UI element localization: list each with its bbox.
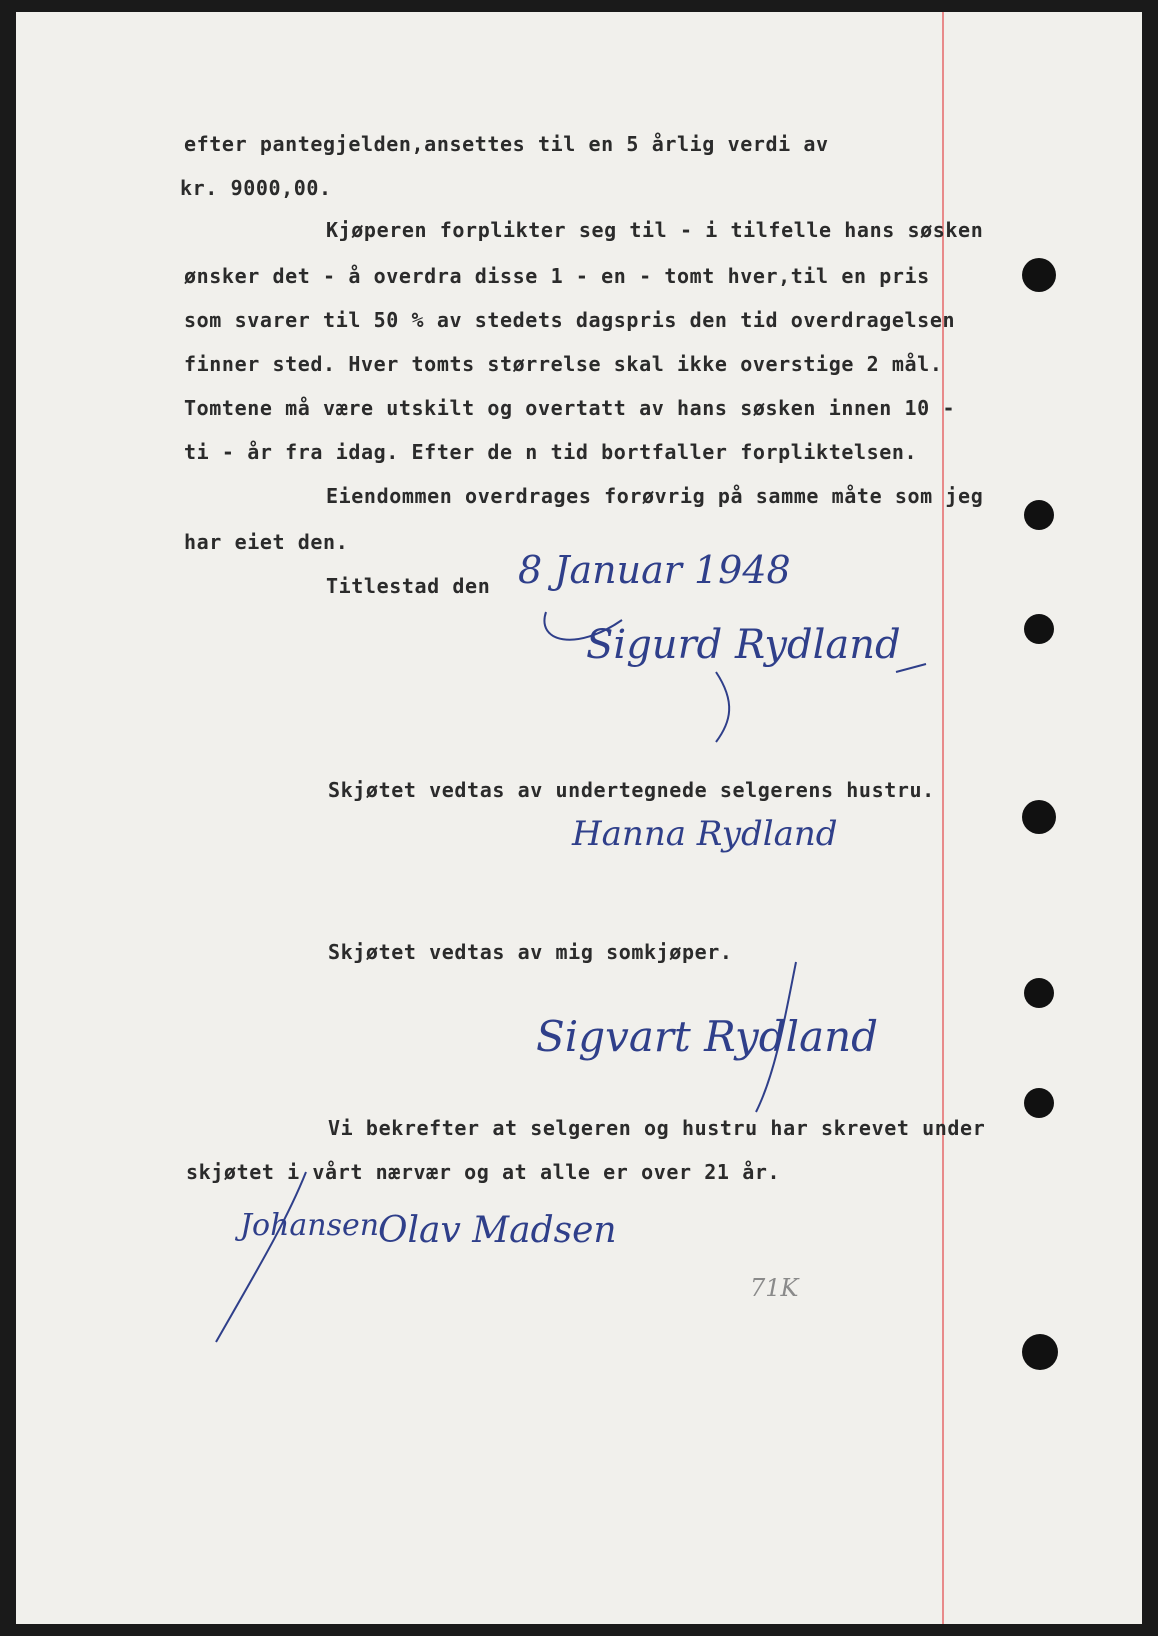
punch-hole <box>1024 1088 1054 1118</box>
text-line-7: Tomtene må være utskilt og overtatt av hans søsken innen 10 - <box>184 396 956 420</box>
punch-hole <box>1022 258 1056 292</box>
punch-hole <box>1024 614 1054 644</box>
text-line-2: kr. 9000,00. <box>180 176 332 200</box>
text-line-1: efter pantegjelden,ansettes til en 5 årlig verdi av <box>184 132 829 156</box>
punch-hole <box>1024 500 1054 530</box>
punch-hole <box>1022 800 1056 834</box>
text-line-3: Kjøperen forplikter seg til - i tilfelle hans søsken <box>326 218 984 242</box>
text-line-8: ti - år fra idag. Efter de n tid bortfaller forpliktelsen. <box>184 440 918 464</box>
text-line-wife-accept: Skjøtet vedtas av undertegnede selgerens hustru. <box>328 778 935 802</box>
document-page <box>16 12 1142 1624</box>
text-line-buyer-accept: Skjøtet vedtas av mig somkjøper. <box>328 940 733 964</box>
pencil-note: 71K <box>750 1274 799 1302</box>
text-line-6: finner sted. Hver tomts størrelse skal ikke overstige 2 mål. <box>184 352 943 376</box>
text-line-9: Eiendommen overdrages forøvrig på samme måte som jeg <box>326 484 984 508</box>
text-line-4: ønsker det - å overdra disse 1 - en - tomt hver,til en pris <box>184 264 930 288</box>
handwritten-date: 8 Januar 1948 <box>518 548 791 592</box>
seller-signature: Sigurd Rydland <box>586 622 901 668</box>
text-line-witness-2: skjøtet i vårt nærvær og at alle er over 21 år. <box>186 1160 781 1184</box>
buyer-signature: Sigvart Rydland <box>536 1012 879 1061</box>
wife-signature: Hanna Rydland <box>572 814 838 854</box>
witness-signature-1: Johansen <box>240 1208 380 1243</box>
punch-hole <box>1024 978 1054 1008</box>
place-date-label: Titlestad den <box>326 574 491 598</box>
text-line-witness-1: Vi bekrefter at selgeren og hustru har skrevet under <box>328 1116 986 1140</box>
text-line-5: som svarer til 50 % av stedets dagspris den tid overdragelsen <box>184 308 956 332</box>
signature-flourish <box>16 12 1142 1624</box>
witness-signature-2: Olav Madsen <box>378 1210 617 1251</box>
punch-hole <box>1022 1334 1058 1370</box>
text-line-10: har eiet den. <box>184 530 349 554</box>
